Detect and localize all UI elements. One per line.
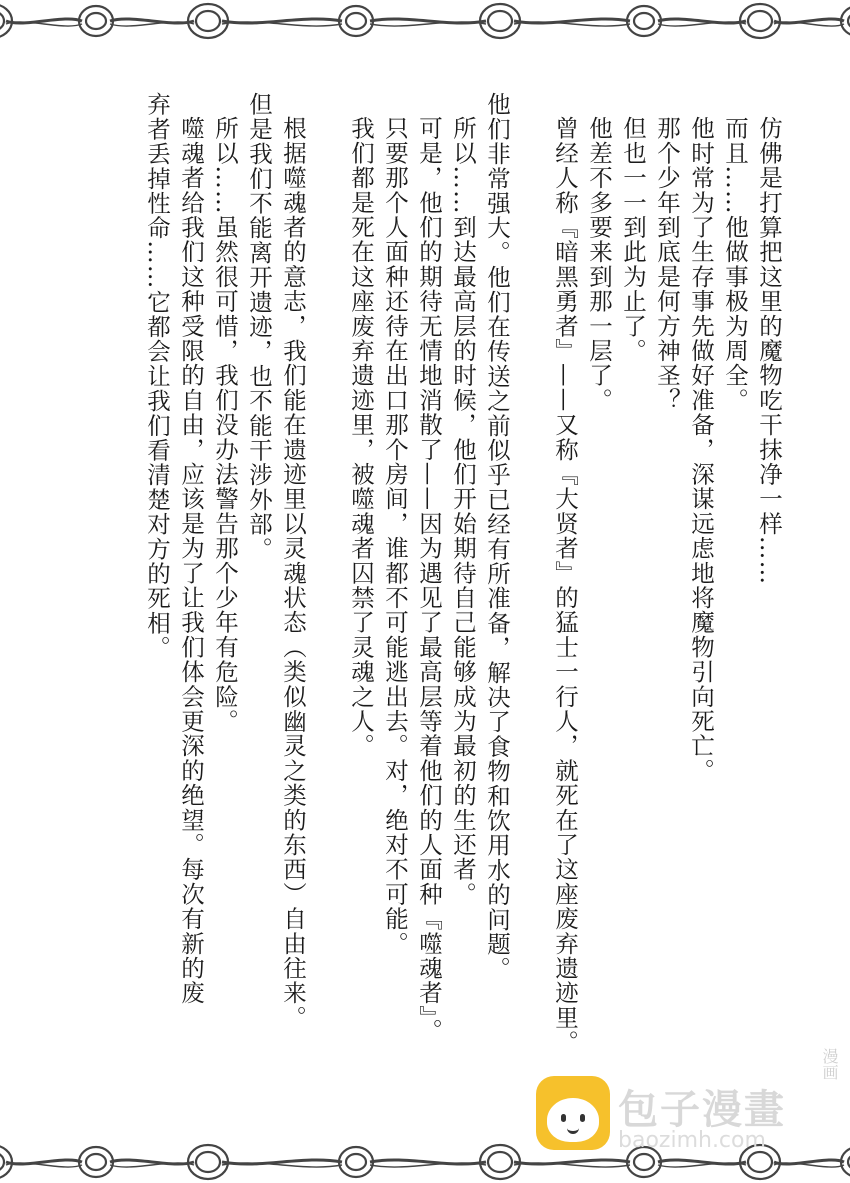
watermark-side-label: 漫画 [820,1048,839,1080]
paragraph: 他时常为了生存事先做好准备，深谋远虑地将魔物引向死亡。 [687,116,715,783]
bun-logo-icon [536,1076,610,1150]
paragraph: 可是，他们的期待无情地消散了——因为遇见了最高层等着他们的人面种『噬魂者』。 [415,116,443,1043]
paragraph: 所以……到达最高层的时候，他们开始期待自己能够成为最初的生还者。 [449,116,477,907]
paragraph: 而且……他做事极为周全。 [721,116,749,413]
paragraph: 但是我们不能离开遗迹，也不能干涉外部。 [245,92,273,562]
paragraph: 曾经人称『暗黑勇者』——又称『大贤者』的猛士一行人，就死在了这座废弃遗迹里。 [551,116,579,1055]
paragraph: 仿佛是打算把这里的魔物吃干抹净一样…… [755,116,783,586]
watermark-url: baozimh.com [618,1128,766,1153]
paragraph: 所以……虽然很可惜，我们没办法警告那个少年有危险。 [211,116,239,734]
paragraph: 但也一一到此为止了。 [619,116,647,363]
paragraph: 他差不多要来到那一层了。 [585,116,613,413]
novel-text-column [56,92,786,1122]
paragraph: 我们都是死在这座废弃遗迹里，被噬魂者囚禁了灵魂之人。 [347,116,375,759]
top-chain-border [0,0,850,42]
paragraph: 只要那个人面种还待在出口那个房间，谁都不可能逃出去。对，绝对不可能。 [381,116,409,956]
watermark-name: 包子漫畫 [618,1087,786,1133]
site-watermark [536,1048,839,1160]
paragraph: 根据噬魂者的意志，我们能在遗迹里以灵魂状态（类似幽灵之类的东西）自由往来。 [279,116,307,1030]
paragraph: 那个少年到底是何方神圣？ [653,116,681,413]
paragraph: 弃者丢掉性命……它都会让我们看清楚对方的死相。 [143,92,171,661]
paragraph: 噬魂者给我们这种受限的自由，应该是为了让我们体会更深的绝望。每次有新的废 [177,116,205,1006]
paragraph: 他们非常强大。他们在传送之前似乎已经有所准备，解决了食物和饮用水的问题。 [483,92,511,982]
